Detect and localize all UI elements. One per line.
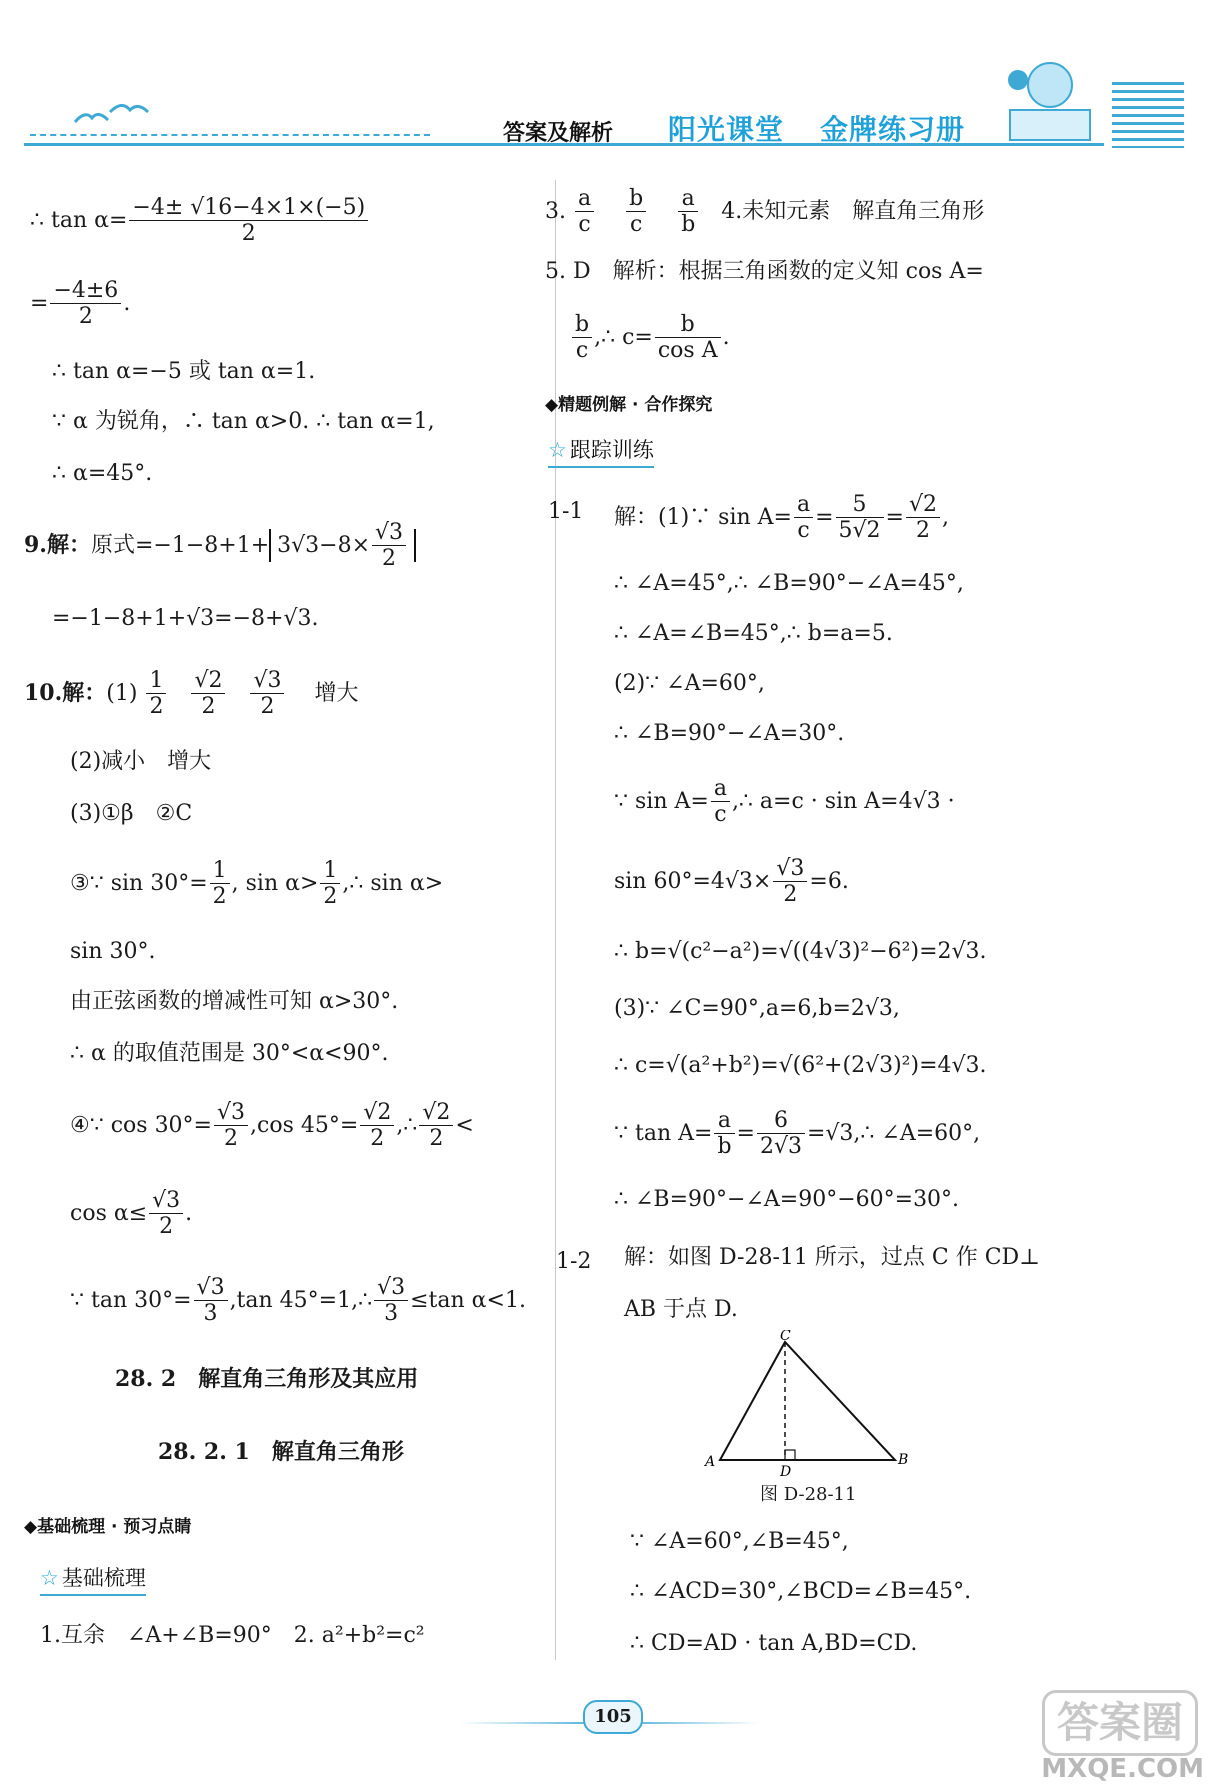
q10-line-1: 10.解：(1) $\frac{1}{2}$ $\frac{√2}{2}$ $\frac{√3}{2}$ 增大 [24,668,359,720]
p11-line-1: 解：(1)∵ sin A= $\frac{a}{c}$ = $\frac{5}{5√2}$ = $\frac{√2}{2}$ , [614,492,949,544]
p11-line-2: ∴ ∠A=45°,∴ ∠B=90°−∠A=45°, [614,571,964,596]
q9-line-2: =−1−8+1+√3=−8+√3. [52,606,319,631]
figure-caption: 图 D-28-11 [760,1484,857,1505]
basic-answer-1: 1.互余 ∠A+∠B=90° 2. a²+b²=c² [40,1623,425,1648]
q10-line-6: 由正弦函数的增减性可知 α>30°. [70,989,399,1014]
p11-line-4: (2)∵ ∠A=60°, [614,671,765,696]
p11-line-9: (3)∵ ∠C=90°,a=6,b=2√3, [614,996,900,1021]
p11-line-11: ∵ tan A= $\frac{a}{b}$ = $\frac{6}{2√3}$ =√3,∴ ∠A=60°, [614,1108,981,1160]
header-stripes [1112,82,1184,148]
section-28-2-1-title: 28. 2. 1 解直角三角形 [158,1439,404,1465]
star-icon: ☆ [548,438,567,462]
p11-line-10: ∴ c=√(a²+b²)=√(6²+(2√3)²)=4√3. [614,1053,987,1078]
header-brand-2: 金牌练习册 [820,113,966,146]
right-line-3: $\frac{b}{c}$ ,∴ c= $\frac{b}{\text{cos A}}$ . [570,312,730,364]
left-line-4: ∵ α 为锐角，∴ tan α>0. ∴ tan α=1, [52,409,435,434]
triangle-figure [700,1330,920,1490]
p12-line-2: AB 于点 D. [624,1297,738,1322]
left-line-2: = $\frac{-4\pm 6}{2}$ . [30,278,131,330]
q10-line-5: sin 30°. [70,939,156,964]
header-brand-1: 阳光课堂 [668,113,785,146]
q10-line-7: ∴ α 的取值范围是 30°<α<90°. [70,1041,389,1066]
p12-line-5: ∴ CD=AD · tan A,BD=CD. [630,1631,918,1656]
vertex-label-b: B [898,1452,909,1468]
q10-line-8: ④∵ cos 30°= $\frac{√3}{2}$ ,cos 45°= $\frac{√2}{2}$ ,∴ $\frac{√2}{2}$ < [70,1100,474,1152]
p11-line-6: ∵ sin A= $\frac{a}{c}$ ,∴ a=c · sin A=4√3 · [614,776,955,828]
vertex-label-a: A [705,1454,716,1470]
p11-line-12: ∴ ∠B=90°−∠A=90°−60°=30°. [614,1187,960,1212]
p11-line-7: sin 60°=4√3× $\frac{√3}{2}$ =6. [614,856,849,908]
watermark-logo: 答案圈 [1042,1690,1198,1756]
left-line-1: ∴ tan α= $\frac{-4\pm √16-4\times 1\times(-5)}{2}$ [30,195,370,247]
seagull-icon [70,100,150,130]
q10-line-2: (2)减小 增大 [70,749,212,774]
diamond-icon: ◆ [545,395,559,415]
q10-line-4: ③∵ sin 30°= $\frac{1}{2}$ , sin α> $\frac{1}{2}$ ,∴ sin α> [70,858,444,910]
left-line-5: ∴ α=45°. [52,461,153,486]
q10-line-10: ∵ tan 30°= $\frac{√3}{3}$ ,tan 45°=1,∴ $\frac{√3}{3}$ ≤tan α<1. [70,1275,526,1327]
header-dashed-line [30,134,430,136]
example-section-tag: ◆精题例解 · 合作探究 [545,395,713,415]
p11-label: 1-1 [548,499,584,524]
left-line-3: ∴ tan α=−5 或 tan α=1. [52,359,316,384]
section-28-2-title: 28. 2 解直角三角形及其应用 [115,1366,419,1392]
track-subsection: ☆ 跟踪训练 [548,434,654,468]
diamond-icon: ◆ [24,1517,38,1537]
basic-section-tag: ◆基础梳理 · 预习点睛 [24,1517,192,1537]
right-line-2: 5. D 解析：根据三角函数的定义知 cos A= [545,259,984,284]
star-icon: ☆ [40,1566,59,1590]
p12-line-4: ∴ ∠ACD=30°,∠BCD=∠B=45°. [630,1579,972,1604]
p11-line-5: ∴ ∠B=90°−∠A=30°. [614,721,845,746]
p12-line-1: 解：如图 D-28-11 所示，过点 C 作 CD⊥ [624,1245,1040,1270]
q9-line-1: 9.解：原式=−1−8+1+ 3√3−8× $\frac{√3}{2}$ [24,520,416,572]
p12-line-3: ∵ ∠A=60°,∠B=45°, [630,1529,849,1554]
vertex-label-c: C [780,1330,791,1344]
triangle-abc [720,1342,895,1460]
p11-line-3: ∴ ∠A=∠B=45°,∴ b=a=5. [614,621,893,646]
student-illustration-icon [990,50,1100,145]
q10-line-3: (3)①β ②C [70,801,193,826]
basic-subsection: ☆ 基础梳理 [40,1562,146,1596]
q10-line-9: cos α≤ $\frac{√3}{2}$ . [70,1188,193,1240]
header-section-label: 答案及解析 [503,121,614,146]
p11-line-8: ∴ b=√(c²−a²)=√((4√3)²−6²)=2√3. [614,939,987,964]
right-line-1: 3. $\frac{a}{c}$ $\frac{b}{c}$ $\frac{a}{b}$ 4.未知元素 解直角三角形 [545,186,985,238]
watermark-url: MXQE.COM [1041,1754,1204,1784]
page-number: 105 [583,1700,643,1734]
point-label-d: D [780,1464,792,1480]
p12-label: 1-2 [556,1249,592,1274]
right-angle-marker [785,1450,795,1460]
